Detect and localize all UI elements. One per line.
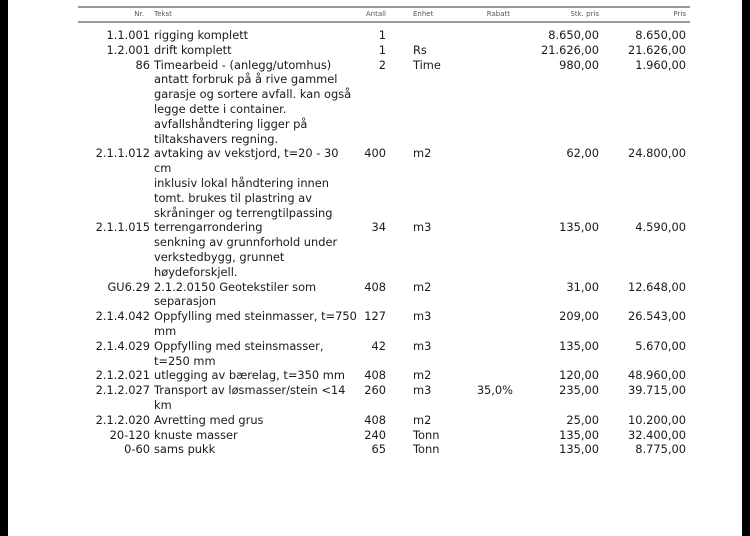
header-enhet: Enhet xyxy=(413,10,434,18)
item-total-price: 32.400,00 xyxy=(628,427,686,442)
table-row xyxy=(78,368,690,383)
table-row xyxy=(78,383,690,413)
item-number: 2.1.2.021 xyxy=(95,368,150,383)
header-bottom-rule xyxy=(78,21,690,23)
item-unit: m3 xyxy=(413,220,432,235)
item-unit: m2 xyxy=(413,412,432,427)
item-number: 1.2.001 xyxy=(106,42,150,57)
item-quantity: 408 xyxy=(364,412,386,427)
item-unit-price: 21.626,00 xyxy=(541,42,599,57)
item-unit-price: 62,00 xyxy=(566,146,599,161)
item-unit: m2 xyxy=(413,279,432,294)
item-unit: m2 xyxy=(413,368,432,383)
item-description xyxy=(154,58,364,147)
item-quantity: 1 xyxy=(378,42,386,57)
item-number: 0-60 xyxy=(124,442,150,457)
item-total-price: 39.715,00 xyxy=(628,383,686,398)
item-quantity: 400 xyxy=(364,146,386,161)
description-line: sams pukk xyxy=(154,442,216,457)
item-number: 2.1.4.029 xyxy=(95,338,150,353)
item-description xyxy=(154,280,364,310)
item-unit: m3 xyxy=(413,383,432,398)
item-number: 86 xyxy=(135,57,150,72)
item-unit: m2 xyxy=(413,146,432,161)
item-unit: m3 xyxy=(413,338,432,353)
description-line: Transport av løsmasser/stein <14 xyxy=(154,383,346,398)
item-unit-price: 8.650,00 xyxy=(548,28,599,42)
description-line: legge dette i container. xyxy=(154,101,287,116)
item-unit: Tonn xyxy=(413,442,440,457)
description-line: antatt forbruk på å rive gammel xyxy=(154,72,338,87)
item-unit-price: 31,00 xyxy=(566,279,599,294)
description-line: tiltakshavers regning. xyxy=(154,131,279,146)
item-description xyxy=(154,383,364,413)
description-line: separasjon xyxy=(154,294,217,309)
item-number: 2.1.2.027 xyxy=(95,383,150,398)
item-discount: 35,0% xyxy=(476,383,513,398)
item-number: 2.1.2.020 xyxy=(95,412,150,427)
item-quantity: 127 xyxy=(364,309,386,324)
item-unit-price: 135,00 xyxy=(559,220,599,235)
description-line: høydeforskjell. xyxy=(154,264,238,279)
header-nr: Nr. xyxy=(134,10,144,18)
item-total-price: 12.648,00 xyxy=(628,279,686,294)
item-description xyxy=(154,28,364,43)
table-row xyxy=(78,442,690,457)
item-unit-price: 25,00 xyxy=(566,412,599,427)
item-unit-price: 135,00 xyxy=(559,338,599,353)
table-row xyxy=(78,220,690,279)
description-line: cm xyxy=(154,161,172,176)
description-line: t=250 mm xyxy=(154,353,216,368)
item-description xyxy=(154,146,364,220)
table-row xyxy=(78,43,690,58)
table-row xyxy=(78,413,690,428)
description-line: skråninger og terrengtilpassing xyxy=(154,205,333,220)
header-stk-pris: Stk. pris xyxy=(570,10,599,18)
item-quantity: 65 xyxy=(371,442,386,457)
item-quantity: 1 xyxy=(378,28,386,42)
item-total-price: 1.960,00 xyxy=(635,57,686,72)
item-unit-price: 120,00 xyxy=(559,368,599,383)
table-row xyxy=(78,428,690,443)
description-line: tomt. brukes til plastring av xyxy=(154,190,312,205)
item-number: 1.1.001 xyxy=(106,28,150,42)
item-unit-price: 135,00 xyxy=(559,442,599,457)
description-line: Oppfylling med steinsmasser, xyxy=(154,338,324,353)
item-total-price: 24.800,00 xyxy=(628,146,686,161)
item-unit-price: 135,00 xyxy=(559,427,599,442)
item-description xyxy=(154,43,364,58)
item-number: 2.1.1.012 xyxy=(95,146,150,161)
description-line: avfallshåndtering ligger på xyxy=(154,116,308,131)
item-total-price: 48.960,00 xyxy=(628,368,686,383)
description-line: km xyxy=(154,397,172,412)
item-quantity: 2 xyxy=(378,57,386,72)
item-quantity: 408 xyxy=(364,279,386,294)
item-number: 2.1.4.042 xyxy=(95,309,150,324)
item-number: 20-120 xyxy=(109,427,150,442)
description-line: terrengarrondering xyxy=(154,220,263,235)
item-total-price: 4.590,00 xyxy=(635,220,686,235)
item-description xyxy=(154,339,364,369)
item-quantity: 42 xyxy=(371,338,386,353)
item-quantity: 260 xyxy=(364,383,386,398)
item-total-price: 8.775,00 xyxy=(635,442,686,457)
item-number: GU6.29 xyxy=(107,279,150,294)
table-row xyxy=(78,339,690,369)
table-row xyxy=(78,58,690,147)
item-unit: Time xyxy=(413,57,441,72)
item-total-price: 10.200,00 xyxy=(628,412,686,427)
item-description xyxy=(154,442,364,457)
description-line: 2.1.2.0150 Geotekstiler som xyxy=(154,279,317,294)
table-row xyxy=(78,146,690,220)
description-line: inklusiv lokal håndtering innen xyxy=(154,175,329,190)
item-description xyxy=(154,428,364,443)
item-description xyxy=(154,309,364,339)
description-line: Avretting med grus xyxy=(154,412,264,427)
item-unit-price: 209,00 xyxy=(559,309,599,324)
header-top-rule xyxy=(78,6,690,8)
item-unit-price: 980,00 xyxy=(559,57,599,72)
description-line: rigging komplett xyxy=(154,28,249,42)
description-line: utlegging av bærelag, t=350 mm xyxy=(154,368,345,383)
table-row xyxy=(78,280,690,310)
item-total-price: 8.650,00 xyxy=(635,28,686,42)
description-line: senkning av grunnforhold under xyxy=(154,235,338,250)
item-unit: m3 xyxy=(413,309,432,324)
item-description xyxy=(154,368,364,383)
item-number: 2.1.1.015 xyxy=(95,220,150,235)
item-description xyxy=(154,220,364,279)
description-line: knuste masser xyxy=(154,427,238,442)
document-page xyxy=(8,0,742,536)
header-rabatt: Rabatt xyxy=(486,10,510,18)
item-unit: Tonn xyxy=(413,427,440,442)
header-pris: Pris xyxy=(673,10,686,18)
item-quantity: 408 xyxy=(364,368,386,383)
item-quantity: 34 xyxy=(371,220,386,235)
table-row xyxy=(78,28,690,43)
description-line: avtaking av vekstjord, t=20 - 30 xyxy=(154,146,339,161)
item-total-price: 21.626,00 xyxy=(628,42,686,57)
description-line: drift komplett xyxy=(154,42,232,57)
item-total-price: 26.543,00 xyxy=(628,309,686,324)
header-antall: Antall xyxy=(365,10,386,18)
description-line: mm xyxy=(154,323,177,338)
header-tekst: Tekst xyxy=(154,10,172,18)
item-quantity: 240 xyxy=(364,427,386,442)
table-body xyxy=(78,28,690,457)
item-description xyxy=(154,413,364,428)
description-line: verkstedbygg, grunnet xyxy=(154,249,285,264)
item-unit: Rs xyxy=(413,42,427,57)
description-line: garasje og sortere avfall. kan også xyxy=(154,87,352,102)
item-total-price: 5.670,00 xyxy=(635,338,686,353)
table-row xyxy=(78,309,690,339)
description-line: Timearbeid - (anlegg/utomhus) xyxy=(154,57,332,72)
description-line: Oppfylling med steinmasser, t=750 xyxy=(154,309,357,324)
item-unit-price: 235,00 xyxy=(559,383,599,398)
